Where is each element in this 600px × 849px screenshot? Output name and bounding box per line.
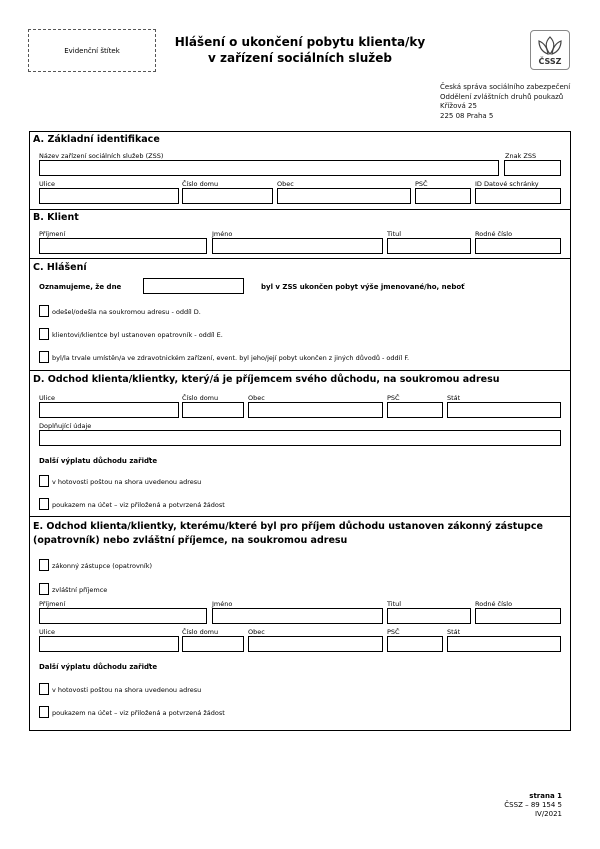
section-divider — [29, 516, 571, 517]
client-degree-label: Titul — [387, 230, 402, 238]
cssz-logo — [530, 30, 570, 70]
client-birth-no-input[interactable] — [475, 238, 561, 254]
e-municipality-label: Obec — [248, 628, 265, 636]
termination-date-input[interactable] — [143, 278, 244, 294]
e-pay-cash-label: v hotovosti poštou na shora uvedenou adresu — [52, 686, 202, 694]
d-pay-cash-label: v hotovosti poštou na shora uvedenou adresu — [52, 478, 202, 486]
e-name-label: Jméno — [212, 600, 233, 608]
form-version: IV/2021 — [534, 810, 562, 818]
form-title-line1: Hlášení o ukončení pobytu klienta/ky — [174, 35, 426, 49]
section-b-title: B. Klient — [33, 212, 79, 223]
d-extra-input[interactable] — [39, 430, 561, 446]
d-house-no-label: Číslo domu — [182, 394, 219, 402]
d-zip-input[interactable] — [387, 402, 443, 418]
e-pay-account-checkbox[interactable] — [39, 706, 49, 718]
opt-guardian-checkbox[interactable] — [39, 328, 49, 340]
e-birth-no-label: Rodné číslo — [475, 600, 513, 608]
e-house-no-label: Číslo domu — [182, 628, 219, 636]
address-line: Křížová 25 — [440, 102, 477, 110]
d-municipality-label: Obec — [248, 394, 265, 402]
d-street-label: Ulice — [39, 394, 55, 402]
d-payout-label: Další výplatu důchodu zařiďte — [39, 457, 158, 465]
opt-hospital-label: byl/la trvale umístěn/a ve zdravotnickém zařízení, event. byl jeho/její pobyt ukončen z jiných důvodů - oddíl F. — [52, 354, 410, 362]
evidence-stamp-area — [28, 29, 156, 72]
e-legal-rep-label: zákonný zástupce (opatrovník) — [52, 562, 153, 570]
notify-prefix: Oznamujeme, že dne — [39, 283, 122, 291]
section-divider — [29, 370, 571, 371]
e-house-no-input[interactable] — [182, 636, 244, 652]
form-title-line2: v zařízení sociálních služeb — [208, 51, 392, 65]
section-a-title: A. Základní identifikace — [33, 134, 160, 145]
notify-suffix: byl v ZSS ukončen pobyt výše jmenované/ho, neboť — [261, 283, 465, 291]
e-street-input[interactable] — [39, 636, 179, 652]
address-line: Česká správa sociálního zabezpečení — [440, 83, 571, 91]
d-pay-cash-checkbox[interactable] — [39, 475, 49, 487]
page-number: strana 1 — [529, 792, 562, 800]
logo-text: ČSSZ — [538, 57, 562, 66]
zip-input[interactable] — [415, 188, 471, 204]
d-zip-label: PSČ — [387, 394, 400, 402]
client-name-input[interactable] — [212, 238, 383, 254]
recipient-address — [440, 83, 570, 121]
form-code: ČSSZ – 89 154 5 — [504, 801, 562, 809]
e-zip-label: PSČ — [387, 628, 400, 636]
e-state-label: Stát — [447, 628, 461, 636]
leaf-icon — [531, 34, 569, 58]
facility-mark-label: Znak ZSS — [505, 152, 537, 160]
house-no-input[interactable] — [182, 188, 273, 204]
form-title — [160, 34, 440, 66]
d-house-no-input[interactable] — [182, 402, 244, 418]
street-label: Ulice — [39, 180, 55, 188]
e-special-recipient-checkbox[interactable] — [39, 583, 49, 595]
section-e-title-line2: (opatrovník) nebo zvláštní příjemce, na soukromou adresu — [33, 535, 348, 546]
e-pay-account-label: poukazem na účet – viz přiložená a potvrzená žádost — [52, 709, 225, 717]
address-line: 225 08 Praha 5 — [440, 111, 494, 120]
e-degree-input[interactable] — [387, 608, 471, 624]
e-birth-no-input[interactable] — [475, 608, 561, 624]
e-name-input[interactable] — [212, 608, 383, 624]
d-municipality-input[interactable] — [248, 402, 383, 418]
client-degree-input[interactable] — [387, 238, 471, 254]
e-surname-label: Příjmení — [39, 600, 66, 608]
opt-guardian-label: klientovi/klientce byl ustanoven opatrovník - oddíl E. — [52, 331, 223, 339]
section-divider — [29, 258, 571, 259]
e-pay-cash-checkbox[interactable] — [39, 683, 49, 695]
section-divider — [29, 209, 571, 210]
e-street-label: Ulice — [39, 628, 55, 636]
house-no-label: Číslo domu — [182, 180, 219, 188]
page-footer — [504, 792, 562, 819]
e-degree-label: Titul — [387, 600, 402, 608]
section-d-title: D. Odchod klienta/klientky, který/á je příjemcem svého důchodu, na soukromou adresu — [33, 374, 500, 385]
databox-input[interactable] — [475, 188, 561, 204]
opt-private-address-label: odešel/odešla na soukromou adresu - oddíl D. — [52, 308, 201, 316]
e-municipality-input[interactable] — [248, 636, 383, 652]
d-street-input[interactable] — [39, 402, 179, 418]
opt-private-address-checkbox[interactable] — [39, 305, 49, 317]
d-extra-label: Doplňující údaje — [39, 422, 92, 430]
address-line: Oddělení zvláštních druhů poukazů — [440, 92, 564, 101]
facility-name-label: Název zařízení sociálních služeb (ZSS) — [39, 152, 164, 160]
facility-mark-input[interactable] — [504, 160, 561, 176]
e-surname-input[interactable] — [39, 608, 207, 624]
client-surname-input[interactable] — [39, 238, 207, 254]
client-surname-label: Příjmení — [39, 230, 66, 238]
d-state-input[interactable] — [447, 402, 561, 418]
section-e-title — [33, 520, 543, 548]
facility-name-input[interactable] — [39, 160, 499, 176]
street-input[interactable] — [39, 188, 179, 204]
opt-hospital-checkbox[interactable] — [39, 351, 49, 363]
e-zip-input[interactable] — [387, 636, 443, 652]
section-e-title-line1: E. Odchod klienta/klientky, kterému/které byl pro příjem důchodu ustanoven zákonný zástupce — [33, 521, 543, 532]
d-pay-account-label: poukazem na účet – viz přiložená a potvrzená žádost — [52, 501, 225, 509]
e-state-input[interactable] — [447, 636, 561, 652]
municipality-input[interactable] — [277, 188, 411, 204]
databox-label: ID Datové schránky — [475, 180, 539, 188]
d-state-label: Stát — [447, 394, 461, 402]
section-c-title: C. Hlášení — [33, 262, 87, 273]
stamp-label: Evidenční štítek — [64, 46, 120, 55]
e-legal-rep-checkbox[interactable] — [39, 559, 49, 571]
client-name-label: Jméno — [212, 230, 233, 238]
zip-label: PSČ — [415, 180, 428, 188]
e-payout-label: Další výplatu důchodu zařiďte — [39, 663, 158, 671]
municipality-label: Obec — [277, 180, 294, 188]
e-special-recipient-label: zvláštní příjemce — [52, 586, 108, 594]
client-birth-no-label: Rodné číslo — [475, 230, 513, 238]
d-pay-account-checkbox[interactable] — [39, 498, 49, 510]
